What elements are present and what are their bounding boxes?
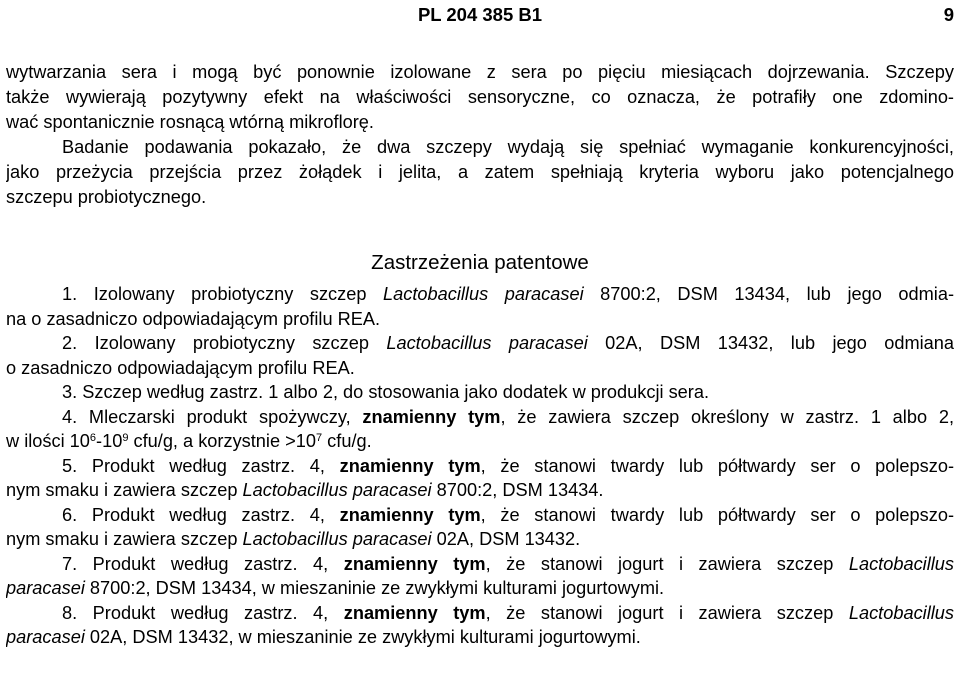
study-paragraph xyxy=(6,135,954,210)
claims-heading: Zastrzeżenia patentowe xyxy=(371,251,589,274)
claim-7: 7. Produkt według zastrz. 4, znamienny tym, że stanowi jogurt i zawiera szczep Lactobacillus xyxy=(62,553,954,574)
document-number: PL 204 385 B1 xyxy=(417,4,543,25)
claim-6-cont: nym smaku i zawiera szczep Lactobacillus paracasei 02A, DSM 13432. xyxy=(6,529,581,549)
claim-7-cont: paracasei 8700:2, DSM 13434, w mieszaninie ze zwykłymi kulturami jogurtowymi. xyxy=(6,578,665,598)
claim-4-cont: w ilości $10^6-10^9$ cfu/g, a korzystnie $>10^7$ cfu/g. xyxy=(6,431,372,451)
claim-4: 4. Mleczarski produkt spożywczy, znamienny tym, że zawiera szczep określony w zastrz. 1 albo 2, xyxy=(62,406,954,427)
claims-list xyxy=(6,282,954,650)
text-line: także wywierają pozytywny efekt na właściwości sensoryczne, co oznacza, że potrafiły one zdomino- xyxy=(6,87,954,107)
text-line: Badanie podawania pokazało, że dwa szczepy wydają się spełniać wymaganie konkurencyjności, xyxy=(62,137,954,157)
claim-2-cont: o zasadniczo odpowiadającym profilu REA. xyxy=(6,357,355,378)
text-line: szczepu probiotycznego. xyxy=(6,187,207,207)
page-number: 9 xyxy=(943,4,954,25)
claim-5-cont: nym smaku i zawiera szczep Lactobacillus paracasei 8700:2, DSM 13434. xyxy=(6,480,604,500)
text-line: jako przeżycia przejścia przez żołądek i jelita, a zatem spełniają kryteria wyboru jako potencjalnego xyxy=(6,162,954,182)
claim-8-cont: paracasei 02A, DSM 13432, w mieszaninie ze zwykłymi kulturami jogurtowymi. xyxy=(6,627,641,647)
claim-2: 2. Izolowany probiotyczny szczep Lactobacillus paracasei 02A, DSM 13432, lub jego odmiana xyxy=(62,333,954,353)
claim-1: 1. Izolowany probiotyczny szczep Lactobacillus paracasei 8700:2, DSM 13434, lub jego odmia- xyxy=(62,284,954,304)
text-line: wać spontanicznie rosnącą wtórną mikroflorę. xyxy=(6,112,374,132)
claim-5: 5. Produkt według zastrz. 4, znamienny tym, że stanowi twardy lub półtwardy ser o polepszo- xyxy=(62,455,954,476)
text-line: wytwarzania sera i mogą być ponownie izolowane z sera po pięciu miesiącach dojrzewania. Szczepy xyxy=(6,62,954,82)
page-header xyxy=(0,4,960,26)
claim-6: 6. Produkt według zastrz. 4, znamienny tym, że stanowi twardy lub półtwardy ser o polepszo- xyxy=(62,504,954,525)
document-body xyxy=(6,60,954,650)
claim-3: 3. Szczep według zastrz. 1 albo 2, do stosowania jako dodatek w produkcji sera. xyxy=(62,382,710,402)
intro-paragraph xyxy=(6,60,954,135)
claim-1-cont: na o zasadniczo odpowiadającym profilu REA. xyxy=(6,308,381,329)
claim-8: 8. Produkt według zastrz. 4, znamienny tym, że stanowi jogurt i zawiera szczep Lactobacillus xyxy=(62,602,954,623)
